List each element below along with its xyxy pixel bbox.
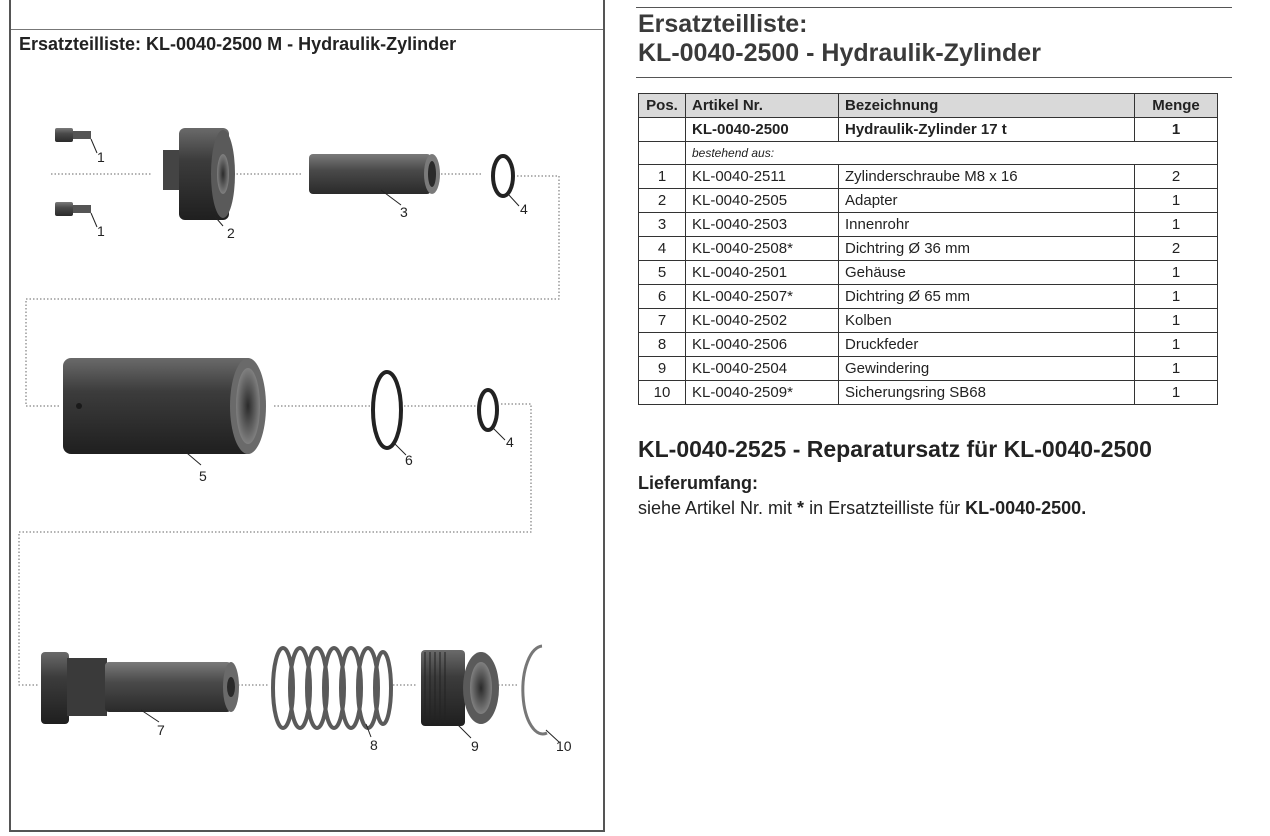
cell-pos: 7 — [639, 309, 686, 333]
part-piston — [41, 652, 239, 724]
header-article: Artikel Nr. — [686, 94, 839, 118]
parts-list-panel — [630, 0, 1232, 836]
scope-label: Lieferumfang: — [638, 473, 759, 493]
table-row — [639, 213, 1218, 237]
callout-8: 8 — [370, 737, 378, 753]
cell-article: KL-0040-2501 — [686, 261, 839, 285]
part-screw-bottom — [55, 202, 97, 227]
callout-9: 9 — [471, 738, 479, 754]
callout-5: 5 — [199, 468, 207, 484]
cell-description: Innenrohr — [839, 213, 1135, 237]
drawing-panel — [9, 0, 605, 832]
cell-pos: 5 — [639, 261, 686, 285]
drawing-title: Ersatzteilliste: KL-0040-2500 M - Hydraulik-Zylinder — [19, 34, 457, 54]
cell-pos: 9 — [639, 357, 686, 381]
cell-pos: 3 — [639, 213, 686, 237]
table-row — [639, 165, 1218, 189]
table-row — [639, 357, 1218, 381]
callout-6: 6 — [405, 452, 413, 468]
cell-description: Hydraulik-Zylinder 17 t — [839, 118, 1135, 142]
table-header-row — [639, 94, 1218, 118]
parts-table — [638, 93, 1218, 405]
cell-pos: 2 — [639, 189, 686, 213]
title-top-rule — [636, 7, 1232, 8]
cell-article: KL-0040-2505 — [686, 189, 839, 213]
cell-qty: 1 — [1135, 213, 1218, 237]
cell-article: KL-0040-2504 — [686, 357, 839, 381]
cell-qty: 1 — [1135, 309, 1218, 333]
part-spring — [273, 648, 391, 737]
cell-article: KL-0040-2508* — [686, 237, 839, 261]
cell-pos: 4 — [639, 237, 686, 261]
cell-description: Dichtring Ø 65 mm — [839, 285, 1135, 309]
cell-article: KL-0040-2507* — [686, 285, 839, 309]
callout-1b: 1 — [97, 223, 105, 239]
cell-qty: 1 — [1135, 381, 1218, 405]
scope-star: * — [797, 498, 805, 518]
cell-description: Adapter — [839, 189, 1135, 213]
cell-consists-of: bestehend aus: — [686, 142, 1218, 165]
cell-pos: 8 — [639, 333, 686, 357]
cell-qty: 1 — [1135, 118, 1218, 142]
table-row-main — [639, 118, 1218, 142]
cell-article: KL-0040-2502 — [686, 309, 839, 333]
part-screw-top — [55, 128, 97, 153]
callout-3: 3 — [400, 204, 408, 220]
cell-article: KL-0040-2511 — [686, 165, 839, 189]
cell-article: KL-0040-2503 — [686, 213, 839, 237]
cell-description: Gehäuse — [839, 261, 1135, 285]
exploded-view-drawing — [11, 0, 607, 832]
table-row — [639, 189, 1218, 213]
part-thread-ring — [421, 650, 499, 738]
cell-pos: 6 — [639, 285, 686, 309]
part-adapter — [163, 128, 235, 226]
table-row — [639, 237, 1218, 261]
scope-text-b: in Ersatzteilliste für — [804, 498, 966, 518]
cell-qty: 1 — [1135, 261, 1218, 285]
page-title-line1: Ersatzteilliste: — [638, 10, 808, 38]
callout-4b: 4 — [506, 434, 514, 450]
page-title — [638, 10, 1041, 68]
cell-qty: 2 — [1135, 165, 1218, 189]
part-seal-ring-mid — [479, 390, 505, 440]
cell-article: KL-0040-2506 — [686, 333, 839, 357]
part-seal-ring-large — [373, 372, 406, 455]
scope-ref: KL-0040-2500. — [965, 498, 1087, 518]
cell-description: Kolben — [839, 309, 1135, 333]
scope-text-a: siehe Artikel Nr. mit — [638, 498, 798, 518]
part-seal-ring-top — [493, 156, 519, 206]
cell-qty: 1 — [1135, 189, 1218, 213]
cell-description: Druckfeder — [839, 333, 1135, 357]
page-title-line2: KL-0040-2500 - Hydraulik-Zylinder — [638, 39, 1041, 67]
cell-qty: 1 — [1135, 357, 1218, 381]
table-row — [639, 381, 1218, 405]
part-housing — [63, 358, 266, 465]
table-row — [639, 285, 1218, 309]
callout-2: 2 — [227, 225, 235, 241]
part-inner-tube — [309, 154, 440, 205]
cell-description: Sicherungsring SB68 — [839, 381, 1135, 405]
title-bottom-rule — [636, 77, 1232, 78]
table-row-consists-of — [639, 142, 1218, 165]
part-circlip — [523, 646, 559, 742]
header-description: Bezeichnung — [839, 94, 1135, 118]
cell-article: KL-0040-2500 — [686, 118, 839, 142]
cell-qty: 1 — [1135, 285, 1218, 309]
callout-4a: 4 — [520, 201, 528, 217]
cell-pos: 10 — [639, 381, 686, 405]
callout-10: 10 — [556, 738, 572, 754]
cell-article: KL-0040-2509* — [686, 381, 839, 405]
cell-description: Gewindering — [839, 357, 1135, 381]
cell-qty: 1 — [1135, 333, 1218, 357]
cell-pos — [639, 118, 686, 142]
scope-text — [638, 498, 1086, 519]
table-row — [639, 309, 1218, 333]
cell-pos: 1 — [639, 165, 686, 189]
repair-kit-title: KL-0040-2525 - Reparatursatz für KL-0040-2500 — [638, 436, 1152, 462]
cell-qty: 2 — [1135, 237, 1218, 261]
header-qty: Menge — [1135, 94, 1218, 118]
cell-description: Dichtring Ø 36 mm — [839, 237, 1135, 261]
table-row — [639, 333, 1218, 357]
header-pos: Pos. — [639, 94, 686, 118]
callout-7: 7 — [157, 722, 165, 738]
callout-1a: 1 — [97, 149, 105, 165]
cell-description: Zylinderschraube M8 x 16 — [839, 165, 1135, 189]
table-row — [639, 261, 1218, 285]
